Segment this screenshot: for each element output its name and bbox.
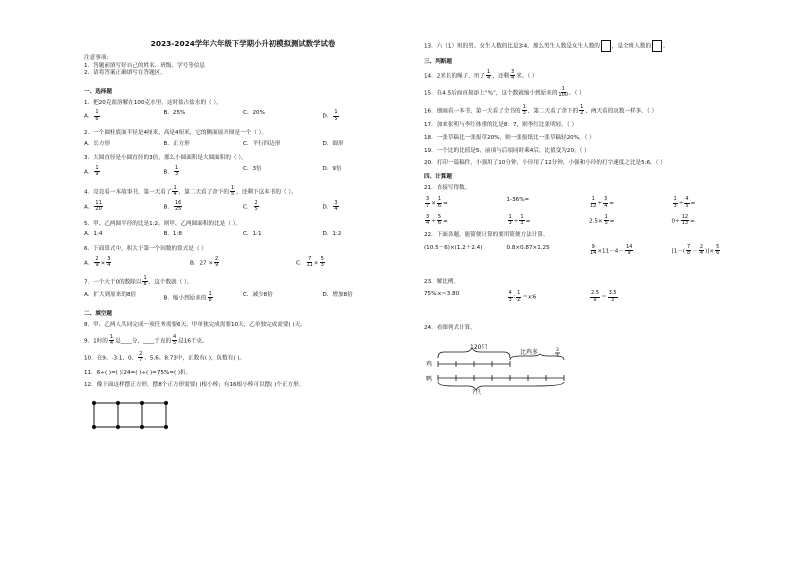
- question-5: 5．甲、乙两圆半径的比是1:2，则甲、乙两圆面积的比是（ ）。: [84, 220, 241, 227]
- answer-bracket[interactable]: [601, 40, 611, 52]
- simplify-calc-row: [424, 245, 754, 257]
- diagram-label-chicken: 鸡: [426, 360, 433, 368]
- question-4-options: [84, 201, 402, 213]
- question-22: 22．下面各题，能简便计算的要用简便方法计算。: [424, 232, 549, 239]
- question-15: 15．在4.5后面直接添上“%”，这个数就缩小到原来的 $\frac{1}{100}$ 。（ ）: [424, 86, 585, 99]
- proportion-row: [424, 291, 754, 303]
- calc-item: 0.8×0.87×1.25: [506, 245, 550, 252]
- question-5-options: [84, 231, 402, 238]
- question-1: 1．把20克盐溶解在100克水里，这时盐占盐水的（ ）。: [84, 99, 222, 106]
- question-6-options: [84, 257, 402, 269]
- question-8: 8．甲、乙两人共同完成一项任务需要6天，甲单独完成需要10天，乙单独完成需要( )天。: [84, 321, 306, 328]
- mental-calc-row: [424, 215, 754, 227]
- calc-item: 0÷ $\frac{12}{13}$ =: [671, 213, 695, 227]
- notes: [84, 55, 402, 77]
- left-column: [84, 40, 402, 436]
- calc-item: (10.5－6)×(1.2＋2.4): [424, 245, 483, 252]
- note-item: 1．答题前填写好自己的姓名、班级、学号等信息: [84, 62, 206, 69]
- question-16: 16．细雨看一本书，第一天看了全书的 $\frac{1}{3}$ ，第二天看了余下的 $\frac{1}{2}$ ，两天看的页数一样多。（ ）: [424, 103, 658, 116]
- option-a[interactable]: A．扩大到原来的8倍: [84, 291, 137, 298]
- option-a[interactable]: A． $\frac{1}{9}$: [84, 165, 99, 178]
- diagram-ratio-den: 4: [556, 353, 559, 359]
- section-heading: 二、填空题: [84, 311, 112, 318]
- option-a[interactable]: A． $\frac{11}{20}$: [84, 200, 102, 213]
- question-18: 18．一张草稿比一张报草20%，则一张报纸比一张草稿轻20%。（ ）: [424, 134, 595, 141]
- question-1-options: [84, 110, 402, 122]
- calc-item: 2.5× $\frac{1}{5}$ =: [589, 213, 615, 227]
- line-segment-diagram: [424, 340, 594, 396]
- calc-item: 1-36%=: [506, 197, 530, 204]
- question-13: 13．六（1）班的男、女生人数的比是3∶4，那么男生人数是女生人数的 ，是全班人数的 。: [424, 40, 754, 52]
- option-b[interactable]: B．1:8: [163, 231, 182, 238]
- option-c[interactable]: C．1:1: [243, 231, 262, 238]
- question-10: 10．在9、-3.1、0、 $\frac{2}{7}$ 、5.6、8.73中，正数有( )，负数有( )。: [84, 351, 246, 364]
- section-heading: 三、判断题: [424, 59, 452, 65]
- mental-calc-row: [424, 197, 754, 209]
- option-d[interactable]: D．9倍: [322, 166, 342, 172]
- option-c[interactable]: C．减少8倍: [243, 291, 273, 298]
- calc-item: $\frac{1}{3}$ ÷ $\frac{1}{3}$ =: [508, 213, 531, 227]
- option-c[interactable]: C．平行四边形: [243, 140, 281, 147]
- option-d[interactable]: D．1:2: [322, 231, 342, 238]
- option-a[interactable]: A． $\frac{2}{9}$ × $\frac{3}{4}$: [84, 255, 111, 268]
- diagram-label-ratio: 比鸡多: [520, 348, 539, 356]
- question-20: 20．打印一篇稿件，小强用了10分钟，小玲用了12分钟，小强和小玲的打字速度之比是5:6。（ ）: [424, 160, 666, 167]
- option-c[interactable]: C．3倍: [243, 166, 262, 172]
- question-9: 9．1时的 $\frac{1}{4}$ 是____分，____千克的 $\frac{4}{5}$ 是16千克。: [84, 333, 208, 346]
- calc-item: $\frac{1}{12}$ ÷ $\frac{3}{4}$ =: [590, 196, 614, 209]
- option-a[interactable]: A．1:4: [84, 231, 103, 238]
- calc-item: 75%∶x＝3.80: [424, 291, 460, 298]
- option-a[interactable]: A．长方形: [84, 140, 111, 147]
- question-2: 2．一个圆柱底面半径是4厘米，高是4厘米，它的侧面展开图是一个（ ）。: [84, 129, 268, 136]
- section-heading: 一、选择题: [84, 88, 112, 95]
- question-17: 17．加来张明与李红体重的比是8：7，则李红比张明轻。（ ）: [424, 122, 578, 129]
- question-14: 14．2米长的绳子，用了 $\frac{1}{4}$ ，还剩 $\frac{3}{4}$ 米。（ ）: [424, 68, 538, 81]
- calc-item: $\frac{3}{4}$ ÷ $\frac{5}{6}$ =: [426, 213, 448, 227]
- option-d[interactable]: D． $\frac{1}{5}$: [322, 109, 338, 122]
- calc-item: [1－( $\frac{7}{8}$ － $\frac{2}{4}$ )]× $\frac{5}{6}$: [671, 244, 720, 257]
- question-4: 4．亮亮看一本故事书，第一天看了 $\frac{1}{4}$ ，第二天看了余下的 $\frac{1}{5}$ ，还剩下这本书的（ ）。: [84, 184, 297, 197]
- calc-item: $\frac{1}{3}$ ÷ $\frac{4}{5}$ =: [673, 196, 696, 209]
- question-21: 21．直接写得数。: [424, 184, 471, 191]
- question-6: 6．下面算式中，积大于第一个因数的算式是（ ）: [84, 245, 207, 252]
- option-b[interactable]: B．缩小到原来的 $\frac{1}{8}$: [163, 290, 212, 303]
- diagram-ratio-num: 3: [556, 347, 559, 353]
- question-2-options: [84, 141, 402, 148]
- question-7-options: [84, 292, 402, 304]
- question-23: 23．解比例。: [424, 278, 460, 285]
- option-b[interactable]: B．25%: [163, 110, 186, 117]
- page-title: 2023-2024学年六年级下学期小升初模拟测试数学试卷: [150, 39, 336, 48]
- option-d[interactable]: D．圆形: [322, 140, 344, 147]
- question-11: 11．6÷( )=( )∶24=( )÷( )=75%=( )折。: [84, 369, 192, 376]
- option-b[interactable]: B． $\frac{1}{3}$: [163, 165, 179, 178]
- answer-bracket[interactable]: [652, 40, 662, 52]
- option-c[interactable]: C． $\frac{2}{5}$: [243, 200, 258, 213]
- question-3-options: [84, 166, 402, 178]
- option-d[interactable]: D． $\frac{3}{4}$: [322, 200, 338, 213]
- calc-item: $\frac{4}{3}$ ∶ $\frac{1}{2}$ ＝x∶6: [508, 290, 537, 303]
- question-12: 12．像下面这样摆正方形，摆8个正方形需要( )根小棒；有16根小棒可以摆( )个正方形。: [84, 382, 305, 389]
- option-b[interactable]: B．27 × $\frac{2}{9}$: [190, 255, 219, 268]
- matchstick-squares-figure: [90, 399, 180, 433]
- section-heading: 四、计算题: [424, 174, 452, 181]
- option-c[interactable]: C．20%: [243, 110, 265, 117]
- question-3: 3．大圆直径是小圆直径的3倍，那么小圆面积是大圆面积的（ ）。: [84, 155, 247, 162]
- option-a[interactable]: A． $\frac{1}{6}$: [84, 109, 99, 122]
- calc-item: $\frac{9}{14}$ ×11－4－ $\frac{14}{9}$: [590, 244, 633, 257]
- right-column: [424, 40, 754, 398]
- question-24: 24．看图列式计算。: [424, 324, 476, 331]
- diagram-label-duck: 鸭: [426, 375, 433, 383]
- calc-item: $\frac{2.5}{x}$ ＝ $\frac{3.5}{3}$: [591, 290, 617, 303]
- question-7: 7．一个大于0的数除以 $\frac{1}{8}$ ，这个数就（ ）。: [84, 275, 193, 288]
- diagram-label-question: ?只: [472, 388, 482, 396]
- calc-item: $\frac{3}{7}$ × $\frac{1}{6}$ =: [426, 196, 448, 209]
- option-b[interactable]: B．正方形: [163, 140, 190, 147]
- option-b[interactable]: B． $\frac{16}{25}$: [163, 200, 182, 213]
- option-d[interactable]: D．增加8倍: [322, 291, 353, 298]
- diagram-label-total: 120只: [470, 343, 488, 351]
- notes-heading: 注意事项：: [84, 54, 112, 61]
- option-c[interactable]: C． $\frac{7}{11}$ × $\frac{5}{3}$: [296, 255, 324, 268]
- question-19: 19．一个比的比值是5，前项与后项同时乘4后，比值变为20。（ ）: [424, 147, 590, 154]
- note-item: 2．请将答案正确填写在答题区。: [84, 70, 166, 77]
